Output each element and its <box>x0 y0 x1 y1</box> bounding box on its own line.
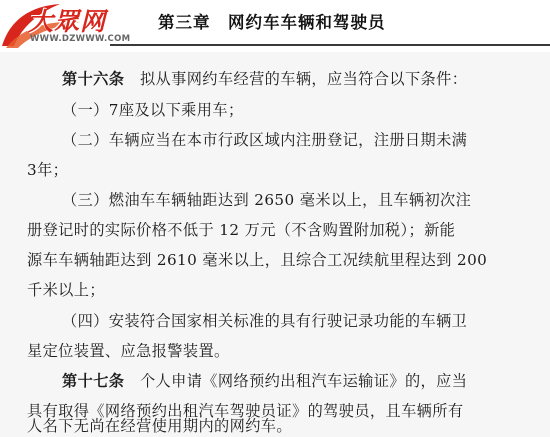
article16-item3-line2: 册登记时的实际价格不低于 12 万元（不含购置附加税）；新能 <box>27 221 456 239</box>
article16-item4-line2: 星定位装置、应急报警装置。 <box>27 342 230 360</box>
article16-intro-line <box>62 68 467 89</box>
logo-url: WWW.DZWWW.COM <box>30 34 131 44</box>
article16-item3-line1: （三）燃油车车辆轴距达到 2650 毫米以上，且车辆初次注 <box>62 191 472 209</box>
article16-item2-line2: 3年； <box>27 161 69 179</box>
article16-item2-line1: （二）车辆应当在本市行政区域内注册登记，注册日期未满 <box>62 131 468 149</box>
article17-line2: 具有取得《网络预约出租汽车驾驶员证》的驾驶员，且车辆所有 <box>27 402 464 420</box>
chapter-title: 第三章 网约车车辆和驾驶员 <box>158 13 386 32</box>
page-header <box>0 0 550 52</box>
article17-line1-row <box>62 370 467 391</box>
site-logo[interactable] <box>0 0 130 50</box>
spacer <box>124 372 140 390</box>
article17-line3: 人名下无尚在经营使用期内的网约车。 <box>27 417 292 435</box>
article16-intro: 拟从事网约车经营的车辆，应当符合以下条件： <box>139 70 468 88</box>
article17-line1: 个人申请《网络预约出租汽车运输证》的，应当 <box>139 372 468 390</box>
spacer <box>124 70 140 88</box>
article16-item3-line3: 源车车辆轴距达到 2610 毫米以上，且综合工况续航里程达到 200 <box>27 251 488 269</box>
article16-item3-line4: 千米以上； <box>27 281 105 299</box>
article16-item4-line1: （四）安装符合国家相关标准的具有行驶记录功能的车辆卫 <box>62 312 468 330</box>
article17-label: 第十七条 <box>62 372 125 390</box>
article16-item1: （一）7座及以下乘用车； <box>62 101 244 119</box>
logo-text: 大眾网 <box>28 7 107 36</box>
header-divider <box>110 44 550 46</box>
article16-label: 第十六条 <box>62 70 125 88</box>
